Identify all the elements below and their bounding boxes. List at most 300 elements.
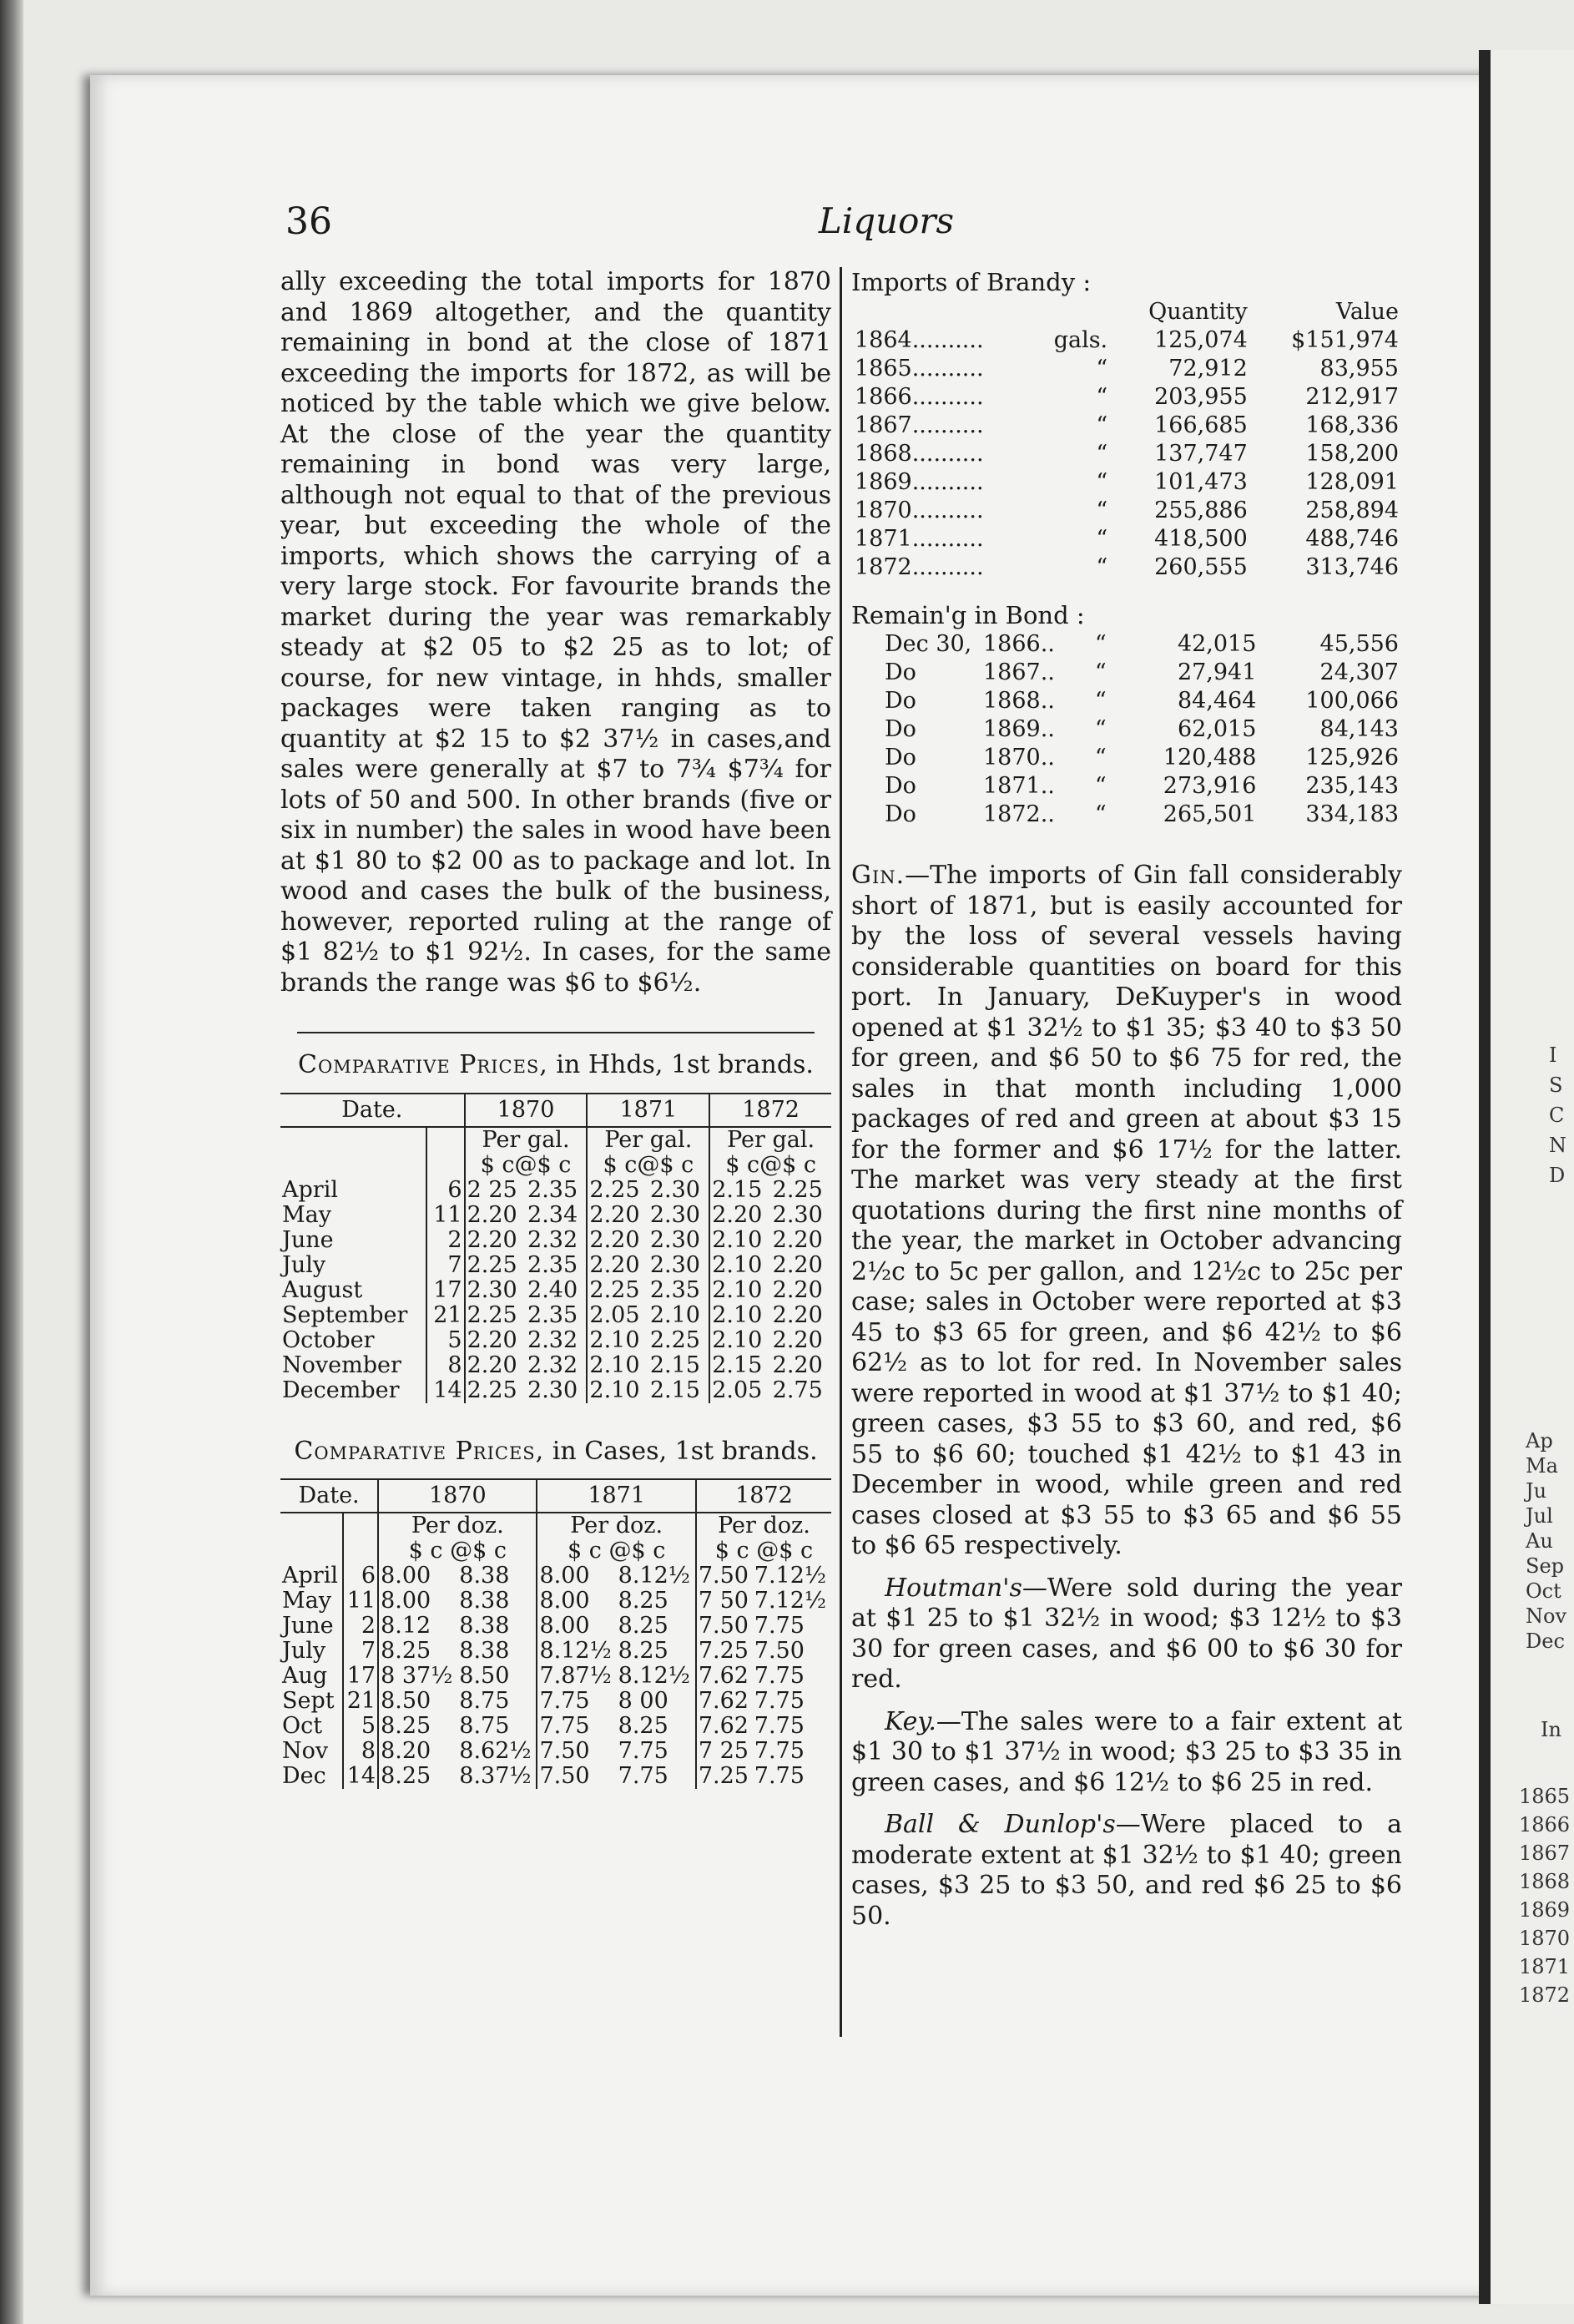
quantity-cell: 125,074 bbox=[1154, 326, 1248, 353]
price-cell: 7.62 bbox=[696, 1714, 753, 1739]
year-cell bbox=[851, 440, 1031, 468]
subunit-label: $ c @$ c bbox=[696, 1538, 831, 1564]
price-cell: 7.62 bbox=[696, 1664, 753, 1689]
price-cell: 2.20 bbox=[465, 1228, 526, 1253]
value-cell: 168,336 bbox=[1305, 412, 1399, 438]
price-cell: 2.20 bbox=[772, 1276, 823, 1303]
page-header bbox=[202, 192, 1404, 242]
price-cell: 2.15 bbox=[709, 1353, 770, 1378]
gin-paragraph bbox=[851, 861, 1402, 1562]
year-label: 1868 bbox=[855, 440, 912, 467]
price-cell: 2.30 bbox=[649, 1226, 700, 1253]
price-cell: 8.25 bbox=[618, 1638, 668, 1664]
price-cell: 2.10 bbox=[587, 1353, 648, 1378]
page-number: 36 bbox=[285, 200, 332, 243]
price-cell: 2.15 bbox=[649, 1377, 700, 1403]
price-cell: 7.50 bbox=[696, 1564, 753, 1589]
price-cell: 7.25 bbox=[696, 1764, 753, 1789]
left-column bbox=[280, 267, 831, 1789]
table-row bbox=[851, 744, 1402, 772]
cases-table-title bbox=[280, 1437, 831, 1468]
price-cell: 2.10 bbox=[709, 1278, 770, 1303]
month-cell: October bbox=[282, 1326, 375, 1353]
month-cell: Aug bbox=[282, 1663, 328, 1689]
table-row bbox=[280, 1614, 831, 1639]
next-page-year: 1872 bbox=[1519, 1983, 1571, 2007]
unit-label: Per doz. bbox=[537, 1513, 695, 1538]
date-header: Date. bbox=[280, 1094, 465, 1127]
running-title: Liquors bbox=[818, 200, 955, 241]
day-cell: 8 bbox=[343, 1739, 378, 1764]
table-row bbox=[280, 1378, 831, 1403]
price-cell: 2.32 bbox=[527, 1226, 578, 1253]
subunit-label: $ c@$ c bbox=[465, 1153, 588, 1178]
price-cell: 8.25 bbox=[618, 1613, 668, 1639]
unit-cell: “ bbox=[1094, 716, 1107, 742]
leader-dots: .......... bbox=[911, 525, 984, 552]
year-cell: 1871.. bbox=[983, 773, 1055, 799]
unit-cell: “ bbox=[1094, 773, 1107, 799]
next-page-letter: S bbox=[1549, 1074, 1563, 1097]
price-cell: 8 37½ bbox=[378, 1664, 457, 1689]
next-page-letter: D bbox=[1549, 1164, 1566, 1187]
hhds-table-title bbox=[280, 1050, 831, 1081]
table-row bbox=[280, 1278, 831, 1303]
next-page-label: In bbox=[1541, 1718, 1561, 1741]
next-page-month: Ap bbox=[1526, 1429, 1553, 1452]
price-cell: 7.62 bbox=[696, 1689, 753, 1714]
price-cell: 2.25 bbox=[587, 1178, 648, 1203]
price-cell: 2.30 bbox=[649, 1201, 700, 1228]
price-cell: 2.40 bbox=[527, 1276, 578, 1303]
month-cell: April bbox=[282, 1563, 338, 1589]
table-row bbox=[851, 659, 1402, 687]
price-cell: 8.00 bbox=[537, 1589, 616, 1614]
table-row bbox=[280, 1203, 831, 1228]
leader-dots: .......... bbox=[911, 355, 984, 381]
value-cell: 212,917 bbox=[1305, 383, 1399, 410]
quantity-cell: 137,747 bbox=[1154, 440, 1248, 467]
value-cell: 100,066 bbox=[1305, 688, 1399, 714]
day-cell: 6 bbox=[426, 1178, 464, 1203]
unit-cell: “ bbox=[1096, 468, 1108, 495]
quantity-cell: 62,015 bbox=[1177, 716, 1257, 742]
price-cell: 2.20 bbox=[587, 1253, 648, 1278]
price-cell: 8 00 bbox=[618, 1688, 668, 1714]
day-cell: 7 bbox=[343, 1639, 378, 1664]
table-row bbox=[851, 772, 1402, 801]
price-cell: 2.20 bbox=[587, 1203, 648, 1228]
cases-price-table bbox=[280, 1478, 831, 1789]
price-cell: 8.38 bbox=[459, 1638, 510, 1664]
right-column bbox=[851, 267, 1402, 1932]
date-prefix-cell: Do bbox=[885, 688, 916, 714]
day-cell: 11 bbox=[426, 1203, 464, 1228]
date-prefix-cell: Do bbox=[885, 745, 916, 770]
unit-cell: “ bbox=[1096, 497, 1108, 523]
price-cell: 2.25 bbox=[649, 1326, 700, 1353]
section-divider bbox=[297, 1032, 815, 1033]
leader-dots: .......... bbox=[911, 440, 984, 467]
month-cell: July bbox=[282, 1251, 326, 1278]
price-cell: 2.20 bbox=[465, 1203, 526, 1228]
price-cell: 7.50 bbox=[537, 1764, 616, 1789]
leader-dots: .......... bbox=[911, 326, 984, 353]
next-page-month: Nov bbox=[1526, 1604, 1567, 1628]
month-cell: April bbox=[282, 1176, 338, 1203]
quantity-cell: 260,555 bbox=[1154, 553, 1248, 580]
value-cell: 45,556 bbox=[1319, 631, 1399, 657]
table-row bbox=[851, 440, 1402, 468]
next-page-year: 1869 bbox=[1519, 1898, 1571, 1922]
value-cell: 125,926 bbox=[1305, 745, 1399, 770]
value-cell: 128,091 bbox=[1305, 468, 1399, 495]
bond-table bbox=[851, 630, 1402, 829]
next-page-year: 1870 bbox=[1519, 1927, 1571, 1950]
price-cell: 8.12½ bbox=[618, 1663, 690, 1689]
price-cell: 8.00 bbox=[537, 1564, 616, 1589]
year-cell bbox=[851, 497, 1031, 525]
hhds-price-table bbox=[280, 1093, 831, 1403]
year-label: 1865 bbox=[855, 355, 912, 381]
day-cell: 5 bbox=[343, 1714, 378, 1739]
quantity-cell: 265,501 bbox=[1163, 801, 1257, 827]
key-paragraph bbox=[851, 1707, 1402, 1799]
price-cell: 2 25 bbox=[465, 1178, 526, 1203]
price-cell: 2.75 bbox=[772, 1377, 823, 1403]
leader-dots: .......... bbox=[911, 383, 984, 410]
table-row bbox=[851, 525, 1402, 553]
price-cell: 8.25 bbox=[378, 1764, 457, 1789]
date-prefix-cell: Do bbox=[885, 773, 916, 799]
next-page-month: Ju bbox=[1526, 1479, 1547, 1503]
houtman-paragraph bbox=[851, 1574, 1402, 1695]
date-prefix-cell: Do bbox=[885, 659, 916, 685]
unit-label: Per gal. bbox=[709, 1127, 831, 1153]
value-cell: 488,746 bbox=[1305, 525, 1399, 552]
houtman-heading: Houtman's bbox=[885, 1573, 1022, 1603]
day-cell: 11 bbox=[343, 1589, 378, 1614]
table-row bbox=[280, 1564, 831, 1589]
price-cell: 2.20 bbox=[772, 1251, 823, 1278]
price-cell: 7.12½ bbox=[754, 1588, 827, 1614]
price-cell: 8.25 bbox=[378, 1639, 457, 1664]
year-cell: 1866.. bbox=[983, 631, 1055, 657]
month-cell: July bbox=[282, 1638, 326, 1664]
quantity-cell: 101,473 bbox=[1154, 468, 1248, 495]
price-cell: 2.25 bbox=[465, 1303, 526, 1328]
month-cell: June bbox=[282, 1226, 334, 1253]
brandy-imports-table bbox=[851, 298, 1402, 582]
price-cell: 7.50 bbox=[754, 1638, 805, 1664]
month-cell: June bbox=[282, 1613, 334, 1639]
quantity-cell: 27,941 bbox=[1177, 659, 1257, 685]
table-row bbox=[280, 1664, 831, 1689]
next-page-month: Oct bbox=[1526, 1579, 1561, 1603]
price-cell: 8.62½ bbox=[459, 1738, 532, 1764]
price-cell: 8.25 bbox=[378, 1714, 457, 1739]
price-cell: 7 25 bbox=[696, 1739, 753, 1764]
year-cell bbox=[851, 326, 1031, 355]
bond-label: Remain'g in Bond : bbox=[851, 600, 1085, 629]
quantity-cell: 418,500 bbox=[1154, 525, 1248, 552]
price-cell: 7.75 bbox=[754, 1613, 805, 1639]
next-page-month: Sep bbox=[1526, 1554, 1565, 1578]
value-cell: 158,200 bbox=[1305, 440, 1399, 467]
ball-text: —Were placed to a moderate extent at $1 32½ to $1 40; green cases, $3 25 to $3 50, and red $6 25 to $6 50. bbox=[851, 1810, 1402, 1931]
table-row bbox=[851, 326, 1402, 355]
price-cell: 2.20 bbox=[465, 1328, 526, 1353]
month-cell: May bbox=[282, 1201, 331, 1228]
month-cell: Dec bbox=[282, 1763, 326, 1789]
year-header: 1872 bbox=[709, 1094, 831, 1127]
quantity-header: Quantity bbox=[1148, 298, 1248, 325]
year-cell: 1867.. bbox=[983, 659, 1055, 685]
price-cell: 2.10 bbox=[709, 1303, 770, 1328]
year-cell bbox=[851, 383, 1031, 412]
price-cell: 7.75 bbox=[754, 1738, 805, 1764]
year-cell: 1868.. bbox=[983, 688, 1055, 714]
day-cell: 21 bbox=[343, 1689, 378, 1714]
hhds-title-smallcaps: Comparative Prices, bbox=[298, 1050, 548, 1079]
price-cell: 2.10 bbox=[649, 1301, 700, 1328]
price-cell: 8.37½ bbox=[459, 1763, 532, 1789]
month-cell: May bbox=[282, 1588, 331, 1614]
leader-dots: .......... bbox=[911, 468, 984, 495]
unit-label: Per gal. bbox=[587, 1127, 709, 1153]
unit-cell: “ bbox=[1094, 745, 1107, 770]
year-header: 1870 bbox=[465, 1094, 588, 1127]
key-heading: Key. bbox=[885, 1706, 936, 1736]
price-cell: 2.15 bbox=[649, 1351, 700, 1378]
next-page-year: 1865 bbox=[1519, 1785, 1571, 1808]
table-row bbox=[280, 1353, 831, 1378]
day-cell: 2 bbox=[426, 1228, 464, 1253]
next-page-month: Ma bbox=[1526, 1454, 1558, 1478]
table-row bbox=[851, 497, 1402, 525]
price-cell: 2.30 bbox=[465, 1278, 526, 1303]
month-cell: Oct bbox=[282, 1713, 323, 1739]
price-cell: 7.75 bbox=[754, 1763, 805, 1789]
quantity-cell: 273,916 bbox=[1163, 773, 1257, 799]
month-cell: Nov bbox=[282, 1738, 329, 1764]
price-cell: 7.50 bbox=[696, 1614, 753, 1639]
value-cell: $151,974 bbox=[1291, 326, 1399, 353]
unit-label: Per doz. bbox=[378, 1513, 537, 1538]
ball-heading: Ball & Dunlop's bbox=[885, 1810, 1116, 1839]
price-cell: 7.12½ bbox=[754, 1563, 827, 1589]
year-cell: 1869.. bbox=[983, 716, 1055, 742]
year-label: 1867 bbox=[855, 412, 912, 438]
day-cell: 5 bbox=[426, 1328, 464, 1353]
next-page-year: 1867 bbox=[1519, 1842, 1571, 1865]
table-row bbox=[851, 468, 1402, 497]
month-cell: December bbox=[282, 1377, 400, 1403]
next-page-month: Au bbox=[1526, 1529, 1553, 1553]
price-cell: 7.75 bbox=[754, 1663, 805, 1689]
quantity-cell: 203,955 bbox=[1154, 383, 1248, 410]
value-header: Value bbox=[1335, 298, 1399, 325]
date-prefix-cell: Do bbox=[885, 801, 916, 827]
unit-cell: “ bbox=[1096, 440, 1108, 467]
year-cell bbox=[851, 468, 1031, 497]
date-header: Date. bbox=[280, 1479, 378, 1513]
table-row bbox=[280, 1714, 831, 1739]
day-cell: 8 bbox=[426, 1353, 464, 1378]
quantity-cell: 42,015 bbox=[1177, 631, 1257, 657]
year-label: 1864 bbox=[855, 326, 912, 353]
value-cell: 24,307 bbox=[1319, 659, 1399, 685]
table-row bbox=[280, 1764, 831, 1789]
price-cell: 8.25 bbox=[618, 1588, 668, 1614]
year-label: 1871 bbox=[855, 525, 912, 552]
price-cell: 2.35 bbox=[527, 1301, 578, 1328]
date-prefix-cell: Dec 30, bbox=[885, 631, 972, 657]
unit-cell: “ bbox=[1096, 553, 1108, 580]
next-page-year: 1868 bbox=[1519, 1870, 1571, 1893]
price-cell: 8.12 bbox=[378, 1614, 457, 1639]
price-cell: 2.32 bbox=[527, 1326, 578, 1353]
table-row bbox=[851, 630, 1402, 659]
unit-cell: “ bbox=[1094, 659, 1107, 685]
table-row bbox=[280, 1689, 831, 1714]
price-cell: 8.00 bbox=[378, 1564, 457, 1589]
subunit-label: $ c @$ c bbox=[537, 1538, 695, 1564]
unit-cell: “ bbox=[1096, 412, 1108, 438]
price-cell: 8.00 bbox=[378, 1589, 457, 1614]
day-cell: 17 bbox=[343, 1664, 378, 1689]
price-cell: 2.20 bbox=[772, 1326, 823, 1353]
next-page-letter: N bbox=[1549, 1134, 1566, 1157]
price-cell: 8.38 bbox=[459, 1613, 510, 1639]
table-row bbox=[851, 412, 1402, 440]
price-cell: 2.20 bbox=[772, 1301, 823, 1328]
price-cell: 2.25 bbox=[772, 1176, 823, 1203]
next-page-letter: C bbox=[1549, 1104, 1565, 1127]
table-row bbox=[280, 1639, 831, 1664]
year-header: 1871 bbox=[537, 1479, 695, 1513]
price-cell: 7.75 bbox=[537, 1689, 616, 1714]
year-cell: 1872.. bbox=[983, 801, 1055, 827]
cases-title-smallcaps: Comparative Prices, bbox=[294, 1436, 545, 1466]
unit-cell: “ bbox=[1096, 355, 1108, 381]
month-cell: August bbox=[282, 1276, 363, 1303]
price-cell: 7 50 bbox=[696, 1589, 753, 1614]
year-header: 1870 bbox=[378, 1479, 537, 1513]
price-cell: 8.75 bbox=[459, 1713, 510, 1739]
cases-title-rest: in Cases, 1st brands. bbox=[544, 1436, 818, 1466]
price-cell: 2.10 bbox=[709, 1328, 770, 1353]
book-binding bbox=[0, 0, 23, 2324]
houtman-text: —Were sold during the year at $1 25 to $1 32½ in wood; $3 12½ to $3 30 for green cases, and $6 00 to $6 30 for red. bbox=[851, 1573, 1402, 1694]
price-cell: 2.30 bbox=[649, 1176, 700, 1203]
subunit-label: $ c@$ c bbox=[709, 1153, 831, 1178]
unit-cell: “ bbox=[1096, 383, 1108, 410]
price-cell: 8.12½ bbox=[537, 1639, 616, 1664]
paragraph-text: ally exceeding the total imports for 1870 and 1869 altogether, and the quantity remaining in bond at the close of 1871 exceeding the imports for 1872, as will be noticed by the table which we give below. At the close of the year the quantity remaining in bond was very large, although not equal to that of the previous year, but exceeding the whole of the imports, which shows the carrying of a very large stock. For favourite brands the market during the year was remarkably steady at $2 05 to $2 25 as to lot; of course, for new vintage, in hhds, smaller packages were taken ranging as to quantity at $2 15 to $2 37½ in cases,and sales were generally at $7 to 7¾ $7¾ for lots of 50 and 500. In other brands (five or six in number) the sales in wood have been at $1 80 to $2 00 as to package and lot. In wood and cases the bulk of the business, however, reported ruling at the range of $1 82½ to $1 92½. In cases, for the same brands the range was $6 to $6½. bbox=[280, 267, 831, 998]
subunit-label: $ c @$ c bbox=[378, 1538, 537, 1564]
next-page-year: 1866 bbox=[1519, 1813, 1571, 1836]
year-label: 1869 bbox=[855, 468, 912, 495]
table-row bbox=[280, 1328, 831, 1353]
price-cell: 2.34 bbox=[527, 1201, 578, 1228]
price-cell: 2.05 bbox=[587, 1303, 648, 1328]
month-cell: Sept bbox=[282, 1688, 335, 1714]
price-cell: 2.30 bbox=[649, 1251, 700, 1278]
price-cell: 7.75 bbox=[618, 1763, 668, 1789]
price-cell: 2.30 bbox=[527, 1377, 578, 1403]
year-header: 1871 bbox=[587, 1094, 709, 1127]
price-cell: 8.38 bbox=[459, 1563, 510, 1589]
day-cell: 21 bbox=[426, 1303, 464, 1328]
table-row bbox=[851, 801, 1402, 829]
price-cell: 8.00 bbox=[537, 1614, 616, 1639]
unit-label: Per gal. bbox=[465, 1127, 588, 1153]
next-page-month: Jul bbox=[1526, 1504, 1553, 1528]
quantity-cell: 255,886 bbox=[1154, 497, 1248, 523]
price-cell: 7.75 bbox=[618, 1738, 668, 1764]
day-cell: 7 bbox=[426, 1253, 464, 1278]
year-cell: 1870.. bbox=[983, 745, 1055, 770]
key-text: —The sales were to a fair extent at $1 30 to $1 37½ in wood; $3 25 to $3 35 in green cases, and $6 12½ to $6 25 in red. bbox=[851, 1706, 1402, 1797]
price-cell: 8.38 bbox=[459, 1588, 510, 1614]
price-cell: 7.75 bbox=[754, 1713, 805, 1739]
price-cell: 7.87½ bbox=[537, 1664, 616, 1689]
unit-label: Per doz. bbox=[696, 1513, 831, 1538]
table-row bbox=[280, 1228, 831, 1253]
next-page-letter: I bbox=[1549, 1043, 1557, 1067]
price-cell: 2.20 bbox=[587, 1228, 648, 1253]
day-cell: 6 bbox=[343, 1564, 378, 1589]
unit-cell: “ bbox=[1096, 525, 1108, 552]
table-row bbox=[280, 1739, 831, 1764]
leader-dots: .......... bbox=[911, 497, 984, 523]
price-cell: 7.75 bbox=[754, 1688, 805, 1714]
year-header: 1872 bbox=[696, 1479, 831, 1513]
table-row bbox=[280, 1303, 831, 1328]
price-cell: 8.25 bbox=[618, 1713, 668, 1739]
ball-paragraph bbox=[851, 1810, 1402, 1932]
price-cell: 8.12½ bbox=[618, 1563, 690, 1589]
table-row bbox=[851, 553, 1402, 582]
price-cell: 2.10 bbox=[587, 1328, 648, 1353]
table-row bbox=[280, 1253, 831, 1278]
date-prefix-cell: Do bbox=[885, 716, 916, 742]
month-cell: September bbox=[282, 1301, 408, 1328]
price-cell: 2.20 bbox=[465, 1353, 526, 1378]
price-cell: 2.15 bbox=[709, 1178, 770, 1203]
year-label: 1866 bbox=[855, 383, 912, 410]
value-cell: 235,143 bbox=[1305, 773, 1399, 799]
unit-cell: gals. bbox=[1053, 326, 1108, 353]
price-cell: 2.25 bbox=[465, 1253, 526, 1278]
day-cell: 14 bbox=[426, 1378, 464, 1403]
unit-cell: “ bbox=[1094, 801, 1107, 827]
price-cell: 2.30 bbox=[772, 1201, 823, 1228]
year-label: 1872 bbox=[855, 553, 912, 580]
leader-dots: .......... bbox=[911, 553, 984, 580]
price-cell: 2.10 bbox=[709, 1228, 770, 1253]
price-cell: 7.50 bbox=[537, 1739, 616, 1764]
day-cell: 14 bbox=[343, 1764, 378, 1789]
brandy-continued-paragraph bbox=[280, 267, 831, 998]
year-cell bbox=[851, 412, 1031, 440]
year-cell bbox=[851, 525, 1031, 553]
price-cell: 8.50 bbox=[459, 1663, 510, 1689]
table-row bbox=[280, 1178, 831, 1203]
price-cell: 2.35 bbox=[527, 1251, 578, 1278]
price-cell: 2.20 bbox=[772, 1351, 823, 1378]
